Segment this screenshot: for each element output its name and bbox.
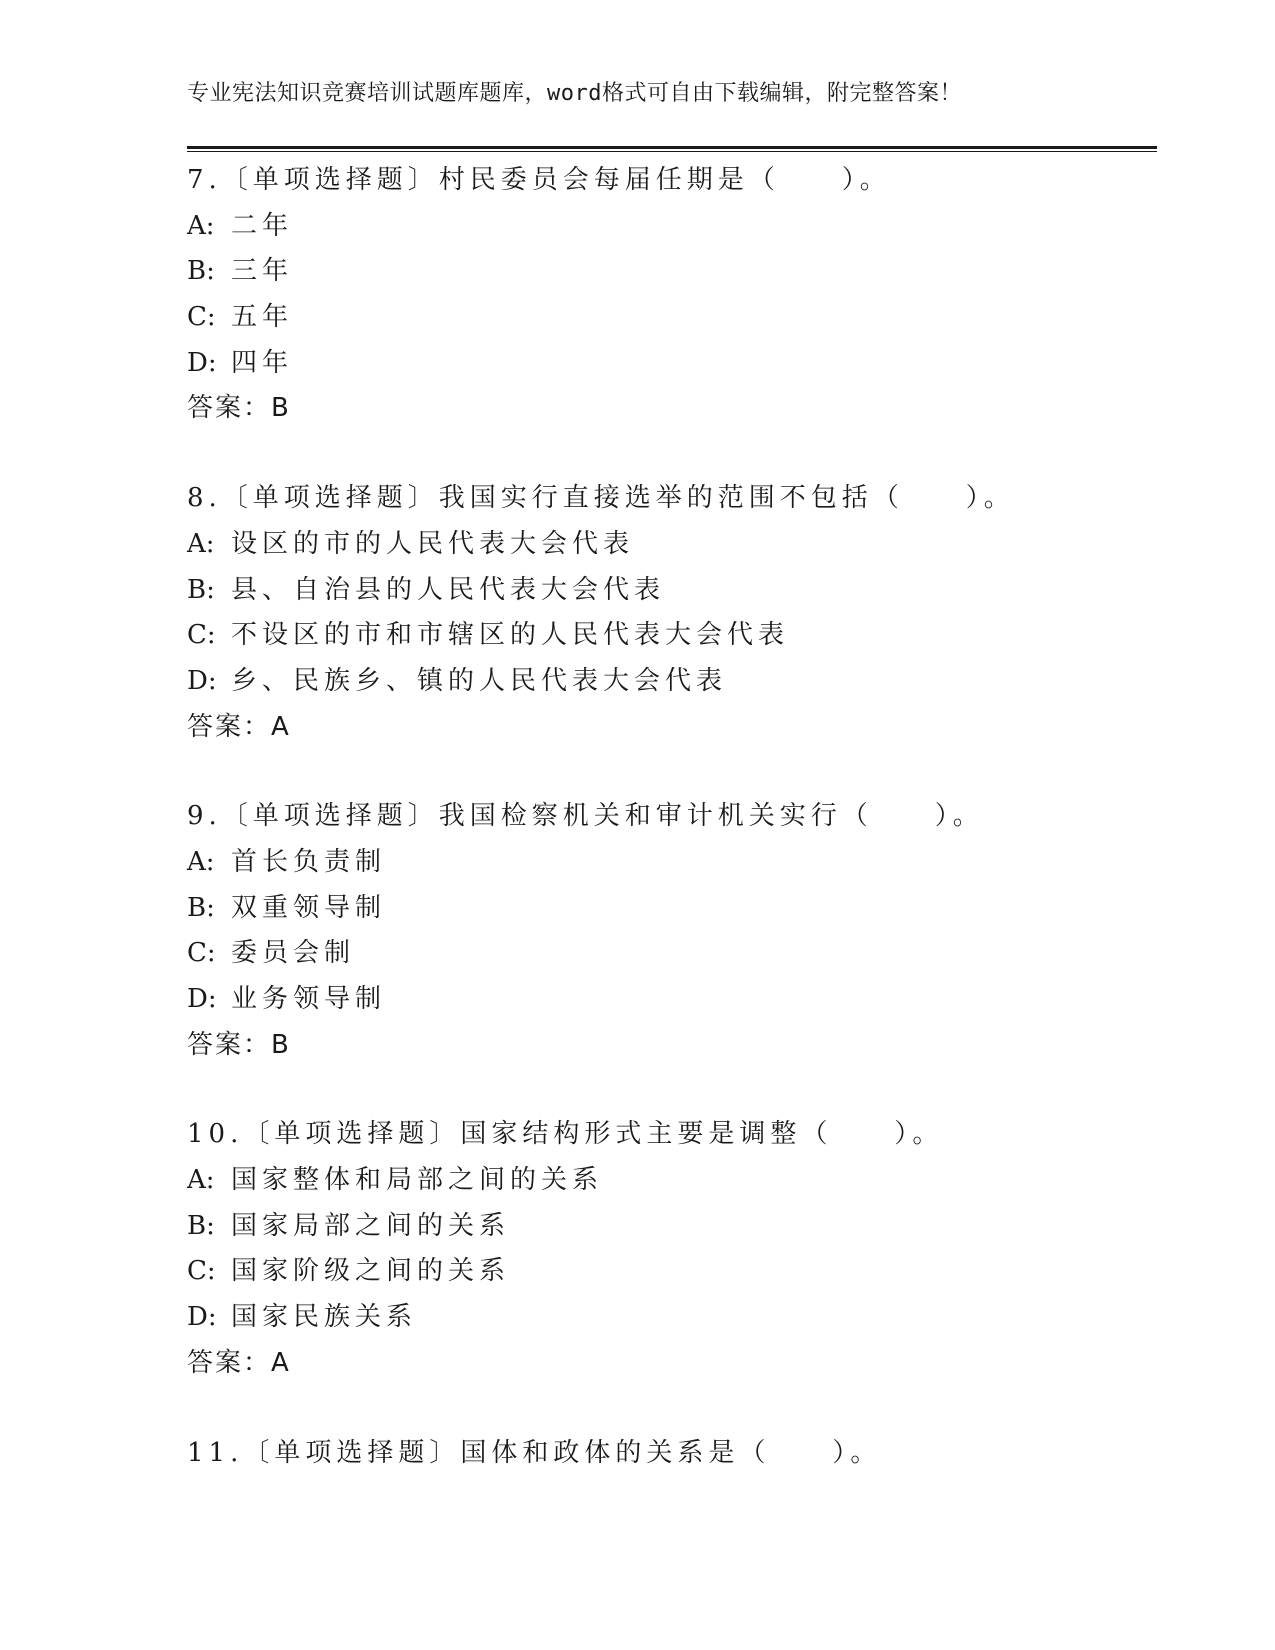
option-text: 五年 xyxy=(231,302,294,333)
option-text: 首长负责制 xyxy=(231,846,387,877)
answer-line: 答案：B xyxy=(187,1029,291,1060)
option-text: 乡、民族乡、镇的人民代表大会代表 xyxy=(231,665,728,696)
option-letter: D: xyxy=(187,1302,217,1333)
option-letter: A: xyxy=(187,528,215,559)
option-letter: D: xyxy=(187,347,217,378)
header-divider-thick xyxy=(187,146,1157,149)
option-b xyxy=(187,1204,1157,1250)
question-stem: 11.〔单项选择题〕国体和政体的关系是（ ）。 xyxy=(187,1437,882,1468)
option-letter: B: xyxy=(187,1210,215,1241)
option-text: 不设区的市和市辖区的人民代表大会代表 xyxy=(231,620,790,651)
option-letter: A: xyxy=(187,1165,215,1196)
question-7 xyxy=(187,158,1157,432)
option-d xyxy=(187,977,1157,1023)
question-list xyxy=(187,158,1157,1520)
option-text: 双重领导制 xyxy=(231,892,387,923)
option-c xyxy=(187,931,1157,977)
option-c xyxy=(187,1249,1157,1295)
question-stem: 10.〔单项选择题〕国家结构形式主要是调整（ ）。 xyxy=(187,1119,944,1150)
option-letter: B: xyxy=(187,574,215,605)
option-c xyxy=(187,295,1157,341)
option-c xyxy=(187,613,1157,659)
header-divider-thin xyxy=(187,151,1157,152)
option-a xyxy=(187,522,1157,568)
option-text: 委员会制 xyxy=(231,938,356,969)
option-letter: B: xyxy=(187,256,215,287)
option-text: 业务领导制 xyxy=(231,984,387,1014)
answer-line: 答案：B xyxy=(187,393,291,424)
option-d xyxy=(187,659,1157,705)
question-8 xyxy=(187,476,1157,750)
option-letter: C: xyxy=(187,302,216,333)
option-text: 国家整体和局部之间的关系 xyxy=(231,1165,604,1196)
option-text: 二年 xyxy=(231,210,294,241)
option-a xyxy=(187,1158,1157,1204)
answer-line: 答案：A xyxy=(187,1347,291,1378)
question-stem: 7.〔单项选择题〕村民委员会每届任期是（ ）。 xyxy=(187,165,891,195)
option-text: 四年 xyxy=(231,347,294,378)
option-text: 国家局部之间的关系 xyxy=(231,1210,511,1241)
option-text: 国家民族关系 xyxy=(231,1302,418,1333)
option-text: 设区的市的人民代表大会代表 xyxy=(231,528,635,559)
option-a xyxy=(187,840,1157,886)
option-text: 国家阶级之间的关系 xyxy=(231,1256,511,1287)
option-letter: C: xyxy=(187,620,216,651)
question-10 xyxy=(187,1112,1157,1386)
option-d xyxy=(187,341,1157,387)
option-b xyxy=(187,886,1157,932)
question-stem: 8.〔单项选择题〕我国实行直接选举的范围不包括（ ）。 xyxy=(187,483,1015,514)
answer-line: 答案：A xyxy=(187,711,291,742)
option-text: 三年 xyxy=(231,256,294,287)
option-letter: A: xyxy=(187,210,215,241)
question-9 xyxy=(187,794,1157,1068)
option-letter: A: xyxy=(187,846,215,877)
option-a xyxy=(187,204,1157,250)
option-letter: D: xyxy=(187,665,217,696)
option-letter: C: xyxy=(187,938,216,969)
option-letter: C: xyxy=(187,1256,216,1287)
option-letter: D: xyxy=(187,984,217,1014)
question-11 xyxy=(187,1431,1157,1477)
page-header: 专业宪法知识竞赛培训试题库题库，word格式可自由下载编辑，附完整答案！ xyxy=(187,81,962,106)
option-b xyxy=(187,249,1157,295)
option-text: 县、自治县的人民代表大会代表 xyxy=(231,574,666,605)
question-stem: 9.〔单项选择题〕我国检察机关和审计机关实行（ ）。 xyxy=(187,801,984,832)
option-d xyxy=(187,1295,1157,1341)
option-b xyxy=(187,568,1157,614)
option-letter: B: xyxy=(187,892,215,923)
